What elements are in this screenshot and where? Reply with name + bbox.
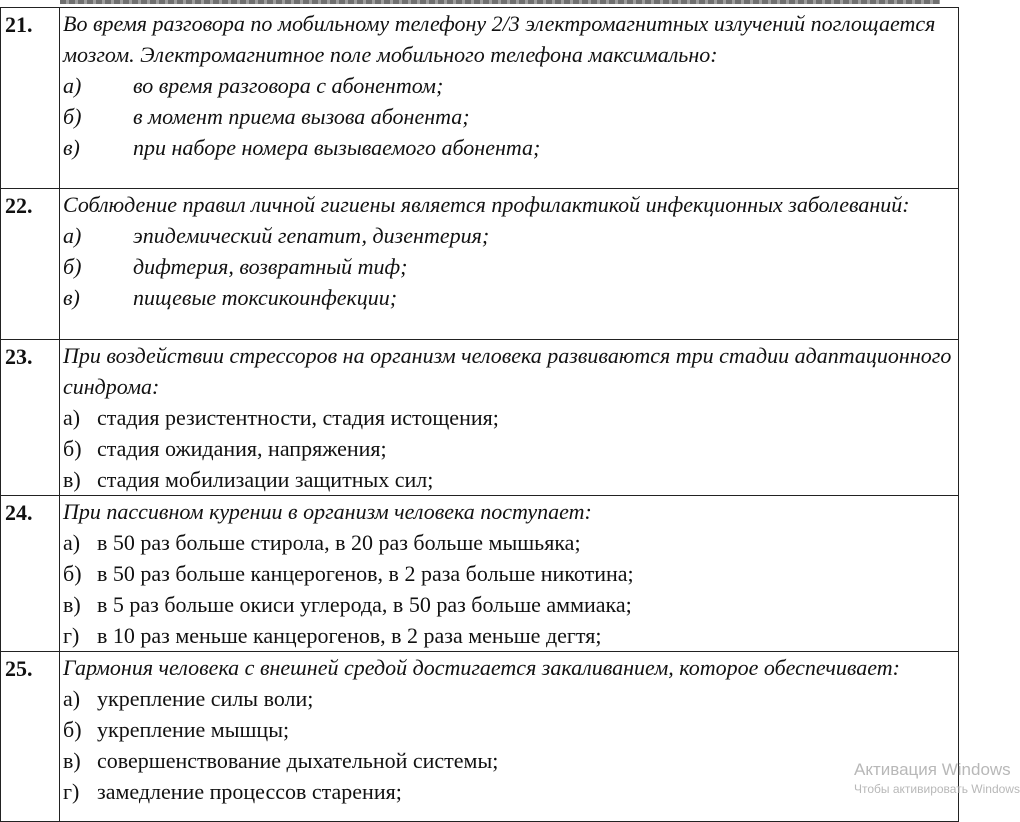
question-cell [60, 496, 959, 652]
question-text: Гармония человека с внешней средой достигается закаливанием, которое обеспечивает: [63, 655, 900, 680]
answer-option [63, 589, 954, 620]
option-label: б) [63, 104, 82, 129]
option-text: в момент приема вызова абонента; [133, 104, 470, 129]
option-text: в 50 раз больше канцерогенов, в 2 раза больше никотина; [97, 561, 634, 586]
answer-option [63, 527, 954, 558]
option-label: в) [63, 285, 80, 310]
question-cell [60, 340, 959, 496]
question-number: 21. [1, 8, 60, 189]
answer-option [63, 132, 954, 163]
option-text: стадия резистентности, стадия истощения; [97, 405, 499, 430]
option-label: а) [63, 530, 81, 555]
question-text: Во время разговора по мобильному телефону 2/3 электромагнитных излучений поглощается мозгом. Электромагнитное поле мобильного телефона максимально: [63, 11, 936, 67]
option-text: стадия мобилизации защитных сил; [97, 467, 434, 492]
answer-option [63, 70, 954, 101]
option-label: в) [63, 467, 81, 492]
question-cell [60, 652, 959, 822]
option-label: г) [63, 623, 80, 648]
answer-option [63, 220, 954, 251]
answer-option [63, 464, 954, 495]
option-text: пищевые токсикоинфекции; [133, 285, 398, 310]
option-text: в 10 раз меньше канцерогенов, в 2 раза меньше дегтя; [97, 623, 602, 648]
question-row [1, 8, 959, 189]
option-label: в) [63, 592, 81, 617]
option-label: б) [63, 717, 82, 742]
option-label: а) [63, 73, 82, 98]
answer-option [63, 251, 954, 282]
question-number: 25. [1, 652, 60, 822]
option-text: эпидемический гепатит, дизентерия; [133, 223, 490, 248]
answer-option [63, 282, 954, 313]
question-text: Соблюдение правил личной гигиены является профилактикой инфекционных заболеваний: [63, 192, 910, 217]
option-label: в) [63, 748, 81, 773]
option-label: б) [63, 436, 82, 461]
question-text: При пассивном курении в организм человека поступает: [63, 499, 592, 524]
option-label: г) [63, 779, 80, 804]
question-cell [60, 189, 959, 340]
option-label: а) [63, 686, 81, 711]
answer-option [63, 745, 954, 776]
watermark-subtitle: Чтобы активировать Windows [854, 782, 1020, 796]
option-text: укрепление мышцы; [97, 717, 290, 742]
answer-option [63, 433, 954, 464]
answer-option [63, 683, 954, 714]
question-row [1, 496, 959, 652]
question-number: 23. [1, 340, 60, 496]
answer-option [63, 101, 954, 132]
windows-activation-watermark [854, 760, 1020, 796]
option-text: в 5 раз больше окиси углерода, в 50 раз больше аммиака; [97, 592, 632, 617]
option-text: в 50 раз больше стирола, в 20 раз больше мышьяка; [97, 530, 581, 555]
option-label: а) [63, 405, 81, 430]
answer-option [63, 714, 954, 745]
option-label: б) [63, 254, 82, 279]
option-text: дифтерия, возвратный тиф; [133, 254, 408, 279]
answer-option [63, 776, 954, 807]
question-row [1, 652, 959, 822]
option-text: во время разговора с абонентом; [133, 73, 444, 98]
option-label: а) [63, 223, 82, 248]
question-row [1, 189, 959, 340]
questions-table [0, 7, 959, 822]
question-text: При воздействии стрессоров на организм человека развиваются три стадии адаптационного синдрома: [63, 343, 952, 399]
cut-off-previous-text [60, 0, 940, 4]
option-text: замедление процессов старения; [97, 779, 402, 804]
watermark-title: Активация Windows [854, 760, 1011, 779]
option-text: совершенствование дыхательной системы; [97, 748, 499, 773]
answer-option [63, 402, 954, 433]
answer-option [63, 620, 954, 651]
question-row [1, 340, 959, 496]
option-text: стадия ожидания, напряжения; [97, 436, 387, 461]
option-label: б) [63, 561, 82, 586]
option-text: при наборе номера вызываемого абонента; [133, 135, 541, 160]
option-label: в) [63, 135, 80, 160]
question-number: 22. [1, 189, 60, 340]
question-cell [60, 8, 959, 189]
answer-option [63, 558, 954, 589]
option-text: укрепление силы воли; [97, 686, 314, 711]
question-number: 24. [1, 496, 60, 652]
